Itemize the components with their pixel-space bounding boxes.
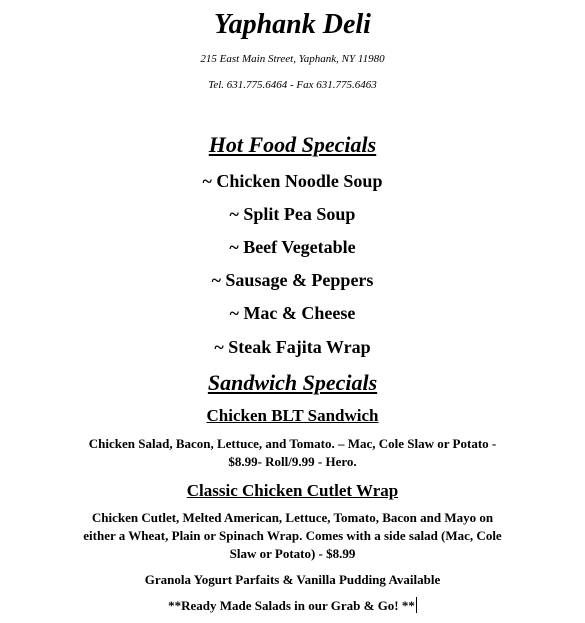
text-cursor [416,597,417,613]
hot-food-heading: Hot Food Specials [208,132,377,157]
deli-address: 215 East Main Street, Yaphank, NY 11980 [200,53,385,65]
hot-food-item: ~ Steak Fajita Wrap [214,337,371,357]
cutlet-wrap-title: Classic Chicken Cutlet Wrap [186,481,399,500]
blt-sandwich-title: Chicken BLT Sandwich [206,406,379,425]
cutlet-description-line: Slaw or Potato) - $8.99 [229,546,356,561]
hot-food-item: ~ Beef Vegetable [229,237,356,257]
deli-title: Yaphank Deli [214,9,371,40]
cutlet-description-line: either a Wheat, Plain or Spinach Wrap. Comes with a side salad (Mac, Cole [83,528,502,543]
blt-description-line: $8.99- Roll/9.99 - Hero. [228,454,357,469]
deli-phone-fax: Tel. 631.775.6464 - Fax 631.775.6463 [208,79,377,91]
grab-and-go-note [0,597,585,615]
grab-and-go-text: **Ready Made Salads in our Grab & Go! ** [168,598,415,613]
granola-availability-note: Granola Yogurt Parfaits & Vanilla Pudding Available [144,572,441,587]
hot-food-item: ~ Mac & Cheese [229,303,356,323]
cutlet-description-line: Chicken Cutlet, Melted American, Lettuce, Tomato, Bacon and Mayo on [91,510,494,525]
blt-description-line: Chicken Salad, Bacon, Lettuce, and Tomato. – Mac, Cole Slaw or Potato - [88,436,497,451]
hot-food-item: ~ Sausage & Peppers [211,270,374,290]
hot-food-item: ~ Split Pea Soup [229,204,356,224]
sandwich-specials-heading: Sandwich Specials [207,370,378,395]
hot-food-item: ~ Chicken Noodle Soup [202,171,383,191]
